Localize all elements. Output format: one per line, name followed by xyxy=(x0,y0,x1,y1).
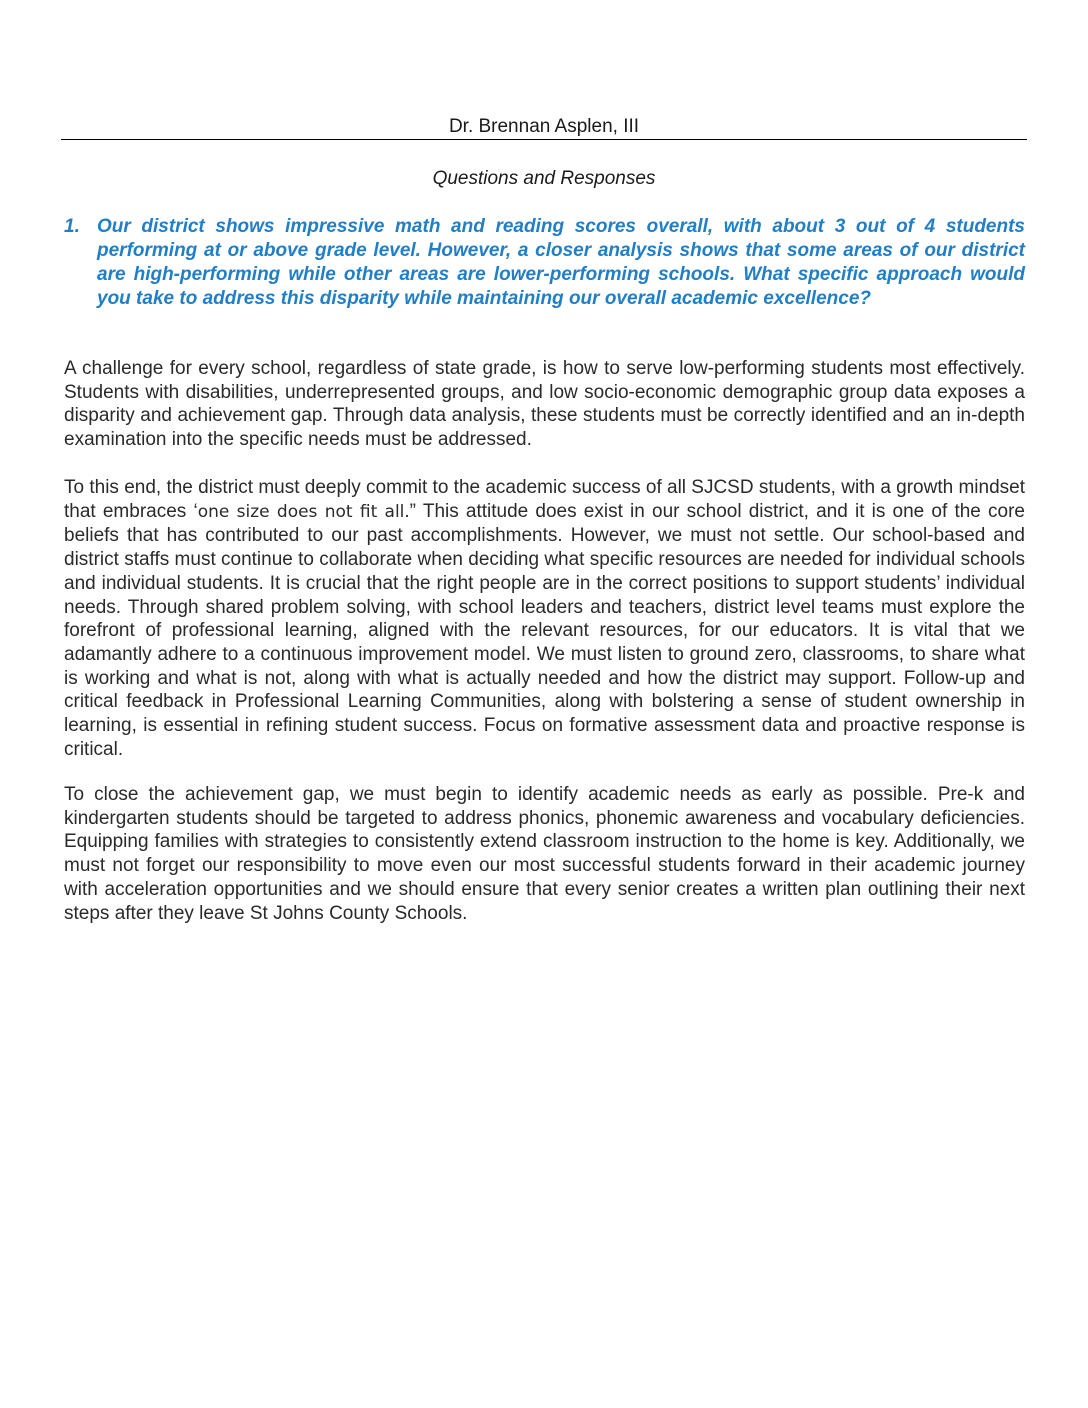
author-name: Dr. Brennan Asplen, III xyxy=(448,116,640,137)
document-subtitle: Questions and Responses xyxy=(432,168,656,189)
quoted-phrase: one size does not fit all xyxy=(197,501,405,522)
response-paragraph-1: A challenge for every school, regardless of state grade, is how to serve low-performing students most effectively. Students with disabilities, underrepresented groups, and low socio-economic demographic group data exposes a disparity and achievement gap. Through data analysis, these students must be correctly identified and an in-depth examination into the specific needs must be addressed. xyxy=(64,358,1025,451)
question-1 xyxy=(64,215,1025,311)
question-number: 1. xyxy=(64,216,80,237)
response-paragraph-2-start: To this end, the district must deeply commit to the academic success of all SJCSD students, with a growth mindset that embraces ‘ xyxy=(64,477,1025,522)
question-text: Our district shows impressive math and reading scores overall, with about 3 out of 4 students performing at or above grade level. However, a closer analysis shows that some areas of our district are high-performing while other areas are lower-performing schools. What specific approach would you take to address this disparity while maintaining our overall academic excellence? xyxy=(97,216,1025,309)
response-paragraph-2-end: .” This attitude does exist in our school district, and it is one of the core beliefs that has contributed to our past accomplishments. However, we must not settle. Our school-based and district staffs must continue to collaborate when deciding what specific resources are needed for individual schools and individual students. It is crucial that the right people are in the correct positions to support students’ individual needs. Through shared problem solving, with school leaders and teachers, district level teams must explore the forefront of professional learning, aligned with the relevant resources, for our educators. It is vital that we adamantly adhere to a continuous improvement model. We must listen to ground zero, classrooms, to share what is working and what is not, along with what is actually needed and how the district may support. Follow-up and critical feedback in Professional Learning Communities, along with bolstering a sense of student ownership in learning, is essential in refining student success. Focus on formative assessment data and proactive response is critical. xyxy=(64,500,1025,760)
response-paragraph-3: To close the achievement gap, we must begin to identify academic needs as early as possible. Pre-k and kindergarten students should be targeted to address phonics, phonemic awareness and vocabulary deficiencies. Equipping families with strategies to consistently extend classroom instruction to the home is key. Additionally, we must not forget our responsibility to move even our most successful students forward in their academic journey with acceleration opportunities and we should ensure that every senior creates a written plan outlining their next steps after they leave St Johns County Schools. xyxy=(64,784,1025,924)
response-paragraph-2 xyxy=(64,476,1025,761)
header-divider xyxy=(61,139,1027,140)
